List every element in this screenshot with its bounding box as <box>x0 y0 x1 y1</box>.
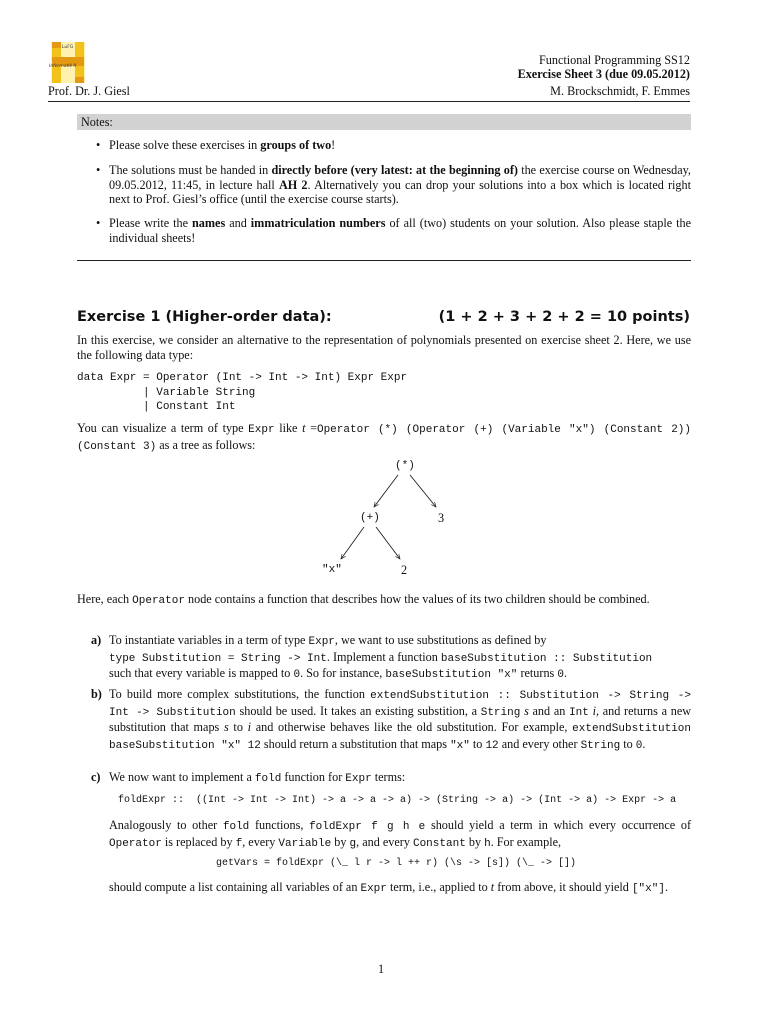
item-a-text: To instantiate variables in a term of type Expr, we want to use substitutions as defined by type Substitution = String -> Int. Implement a function baseSubstitution :: Substitution such that every variable is mapped to 0. So for instance, baseSubstitution "x" returns 0. <box>109 633 653 682</box>
exercise-points: (1 + 2 + 3 + 2 + 2 = 10 points) <box>438 309 690 325</box>
foldexpr-signature: foldExpr :: ((Int -> Int -> Int) -> a -> a -> a) -> (String -> a) -> (Int -> a) -> Expr -> a <box>118 795 677 806</box>
item-b-label: b) <box>91 687 102 701</box>
tree-edges <box>300 455 470 580</box>
operator-paragraph: Here, each Operator node contains a function that describes how the values of its two children should be combined. <box>77 592 650 607</box>
tree-node-leftleft: "x" <box>322 564 342 576</box>
tree-node-leftright: 2 <box>401 563 408 577</box>
item-b-text: To build more complex substitutions, the function extendSubstitution :: Substitution -> String -> Int -> Substitution should be used. It takes an existing substition, a String s and an Int i, and returns a new substitution that maps s to i and otherwise behaves like the old substitution. For example, extendSubstitution baseSubstitution "x" 12 should return a substitution that maps "x" to 12 and every other String to 0. <box>109 687 692 752</box>
edge-root-right <box>410 475 436 507</box>
getvars-definition: getVars = foldExpr (\_ l r -> l ++ r) (\s -> [s]) (\_ -> []) <box>216 858 577 869</box>
exercise-intro: In this exercise, we consider an alternative to the representation of polynomials presented on exercise sheet 2. Here, we use the following data type: <box>77 333 691 362</box>
edge-left-left <box>341 527 364 559</box>
logo-text-top: LuFG <box>62 45 74 50</box>
data-decl-line-2: | Variable String <box>77 387 256 399</box>
notes-label: Notes: <box>81 115 113 129</box>
expr-tree <box>300 455 470 580</box>
tree-node-right: 3 <box>438 511 445 525</box>
bullet-icon: • <box>96 163 101 177</box>
exercise-title: Exercise 1 (Higher-order data): <box>77 309 332 325</box>
bullet-icon: • <box>96 138 101 152</box>
tree-node-left: (+) <box>360 512 380 524</box>
header-rule <box>48 101 690 102</box>
edge-root-left <box>374 475 398 507</box>
professor-name: Prof. Dr. J. Giesl <box>48 84 130 98</box>
lufg-logo <box>48 40 88 85</box>
note-item-1: Please solve these exercises in groups of two! <box>109 138 336 152</box>
item-a-label: a) <box>91 633 102 647</box>
data-decl-line-3: | Constant Int <box>77 401 236 413</box>
page-number: 1 <box>378 962 385 976</box>
course-title: Functional Programming SS12 <box>539 53 690 67</box>
data-decl-line-1: data Expr = Operator (Int -> Int -> Int) Expr Expr <box>77 372 408 384</box>
item-c-result: should compute a list containing all variables of an Expr term, i.e., applied to t from above, it should yield ["x"]. <box>109 880 669 895</box>
edge-left-right <box>376 527 400 559</box>
item-c-analogy: Analogously to other fold functions, foldExpr f g h e should yield a term in which every occurrence of Operator is replaced by f, every Variable by g, and every Constant by h. For example, <box>109 818 692 850</box>
logo-text-bottom: Informatik II <box>49 64 77 69</box>
visualize-paragraph: You can visualize a term of type Expr like t =Operator (*) (Operator (+) (Variable "x") (Constant 2)) (Constant 3) as a tree as follows: <box>77 421 692 453</box>
note-item-3: Please write the names and immatriculation numbers of all (two) students on your solution. Also please staple the individual sheets! <box>109 216 691 245</box>
assistant-names: M. Brockschmidt, F. Emmes <box>550 84 690 98</box>
sheet-title: Exercise Sheet 3 (due 09.05.2012) <box>517 67 690 81</box>
item-c-intro: We now want to implement a fold function for Expr terms: <box>109 770 406 785</box>
bullet-icon: • <box>96 216 101 230</box>
notes-rule <box>77 260 691 261</box>
note-item-2: The solutions must be handed in directly before (very latest: at the beginning of) the exercise course on Wednesday, 09.05.2012, 11:45, in lecture hall AH 2. Alternatively you can drop your solutions into a box which is located right next to Prof. Giesl’s office (until the exercise course starts). <box>109 163 692 207</box>
tree-node-root: (*) <box>395 460 415 472</box>
notes-bar <box>77 114 691 130</box>
item-c-label: c) <box>91 770 101 784</box>
